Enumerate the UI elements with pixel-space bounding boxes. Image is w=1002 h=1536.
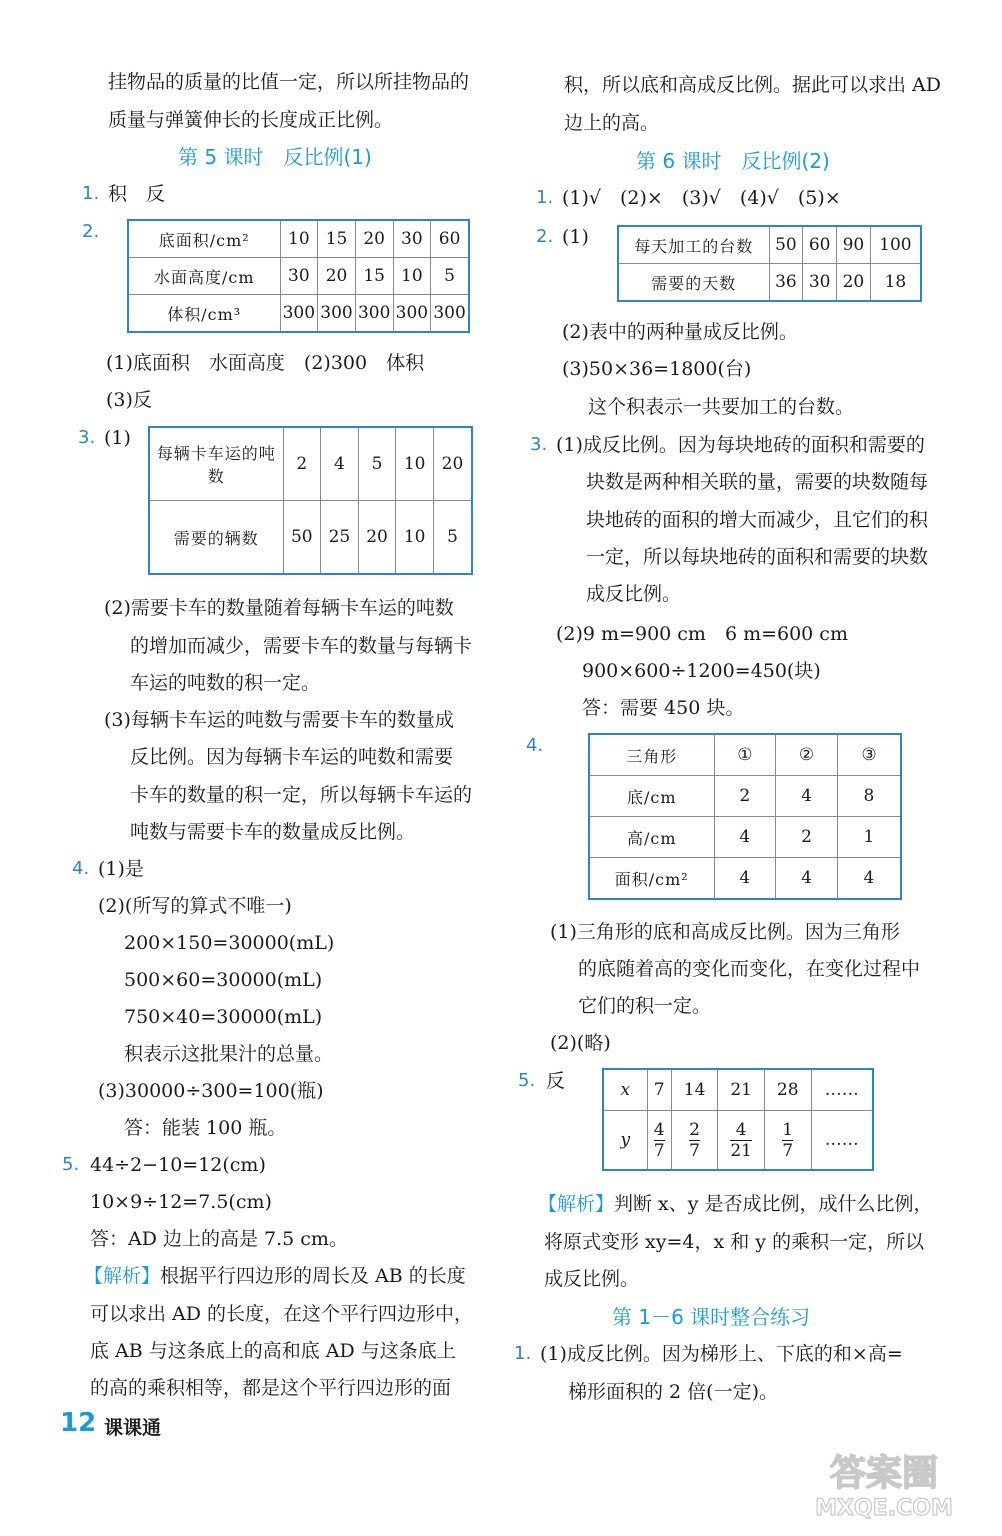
watermark-text: 答案圈 bbox=[829, 1453, 939, 1494]
q4-answer-3: (3)30000÷300=100(瓶) bbox=[98, 1080, 324, 1102]
table-xy-values bbox=[602, 1068, 874, 1171]
q3-answer-3-line-1: (3)每辆卡车运的吨数与需要卡车的数量成 bbox=[104, 709, 454, 731]
q4-equation-4: 积表示这批果汁的总量。 bbox=[124, 1043, 334, 1065]
r-q3-final-answer: 答：需要 450 块。 bbox=[582, 697, 745, 719]
table1-cell: 20 bbox=[355, 220, 393, 258]
q5-analysis-line-3: 底 AB 与这条底上的高和底 AD 与这条底上 bbox=[90, 1340, 456, 1362]
table1-cell: 5 bbox=[431, 258, 469, 295]
table4-row-label: 面积/cm² bbox=[589, 858, 714, 900]
x-value-cell: 21 bbox=[718, 1069, 765, 1111]
table2-cell: 5 bbox=[358, 427, 396, 501]
review-q1-line-2: 梯形面积的 2 倍(一定)。 bbox=[568, 1381, 778, 1403]
right-top-line-1: 积，所以底和高成反比例。据此可以求出 AD bbox=[564, 74, 941, 96]
table2-cell: 5 bbox=[434, 501, 473, 575]
r-q3-number: 3. bbox=[530, 434, 548, 455]
table-row bbox=[149, 501, 472, 575]
table4-header-cell: ③ bbox=[837, 734, 901, 776]
r-q4-line-2: 的底随着高的变化而变化，在变化过程中 bbox=[578, 958, 921, 980]
table4-cell: 4 bbox=[776, 776, 838, 817]
table4-header-cell: ② bbox=[776, 734, 838, 776]
q3-sub-1: (1) bbox=[104, 427, 131, 449]
table1-row-label: 水面高度/cm bbox=[128, 258, 280, 295]
table1-row-label: 底面积/cm² bbox=[128, 220, 280, 258]
table-row bbox=[128, 220, 469, 258]
right-top-line-2: 边上的高。 bbox=[564, 112, 660, 134]
table3-row-label: 需要的天数 bbox=[618, 264, 769, 302]
table2-cell: 20 bbox=[358, 501, 396, 575]
lesson-5-title: 第 5 课时 反比例(1) bbox=[178, 145, 372, 169]
table3-cell: 20 bbox=[837, 264, 871, 302]
r-q4-number: 4. bbox=[526, 735, 544, 756]
q3-answer-2-line-2: 的增加而减少，需要卡车的数量与每辆卡 bbox=[130, 635, 473, 657]
table4-cell: 4 bbox=[776, 858, 838, 900]
table1-cell: 20 bbox=[318, 258, 356, 295]
r-q4-line-1: (1)三角形的底和高成反比例。因为三角形 bbox=[550, 921, 900, 943]
table3-row-label: 每天加工的台数 bbox=[618, 226, 769, 264]
table-triangles bbox=[588, 733, 902, 900]
q1-number: 1. bbox=[82, 183, 100, 204]
table4-cell: 4 bbox=[837, 858, 901, 900]
page-number: 12 bbox=[60, 1408, 97, 1438]
table-truck-tonnage bbox=[148, 426, 473, 575]
table-machines-per-day bbox=[617, 225, 922, 302]
r-q3-line-3: 块地砖的面积的增大而减少，且它们的积 bbox=[586, 509, 929, 531]
numerator: 1 bbox=[782, 1119, 794, 1140]
table1-cell: 300 bbox=[355, 295, 393, 333]
table3-cell: 90 bbox=[837, 226, 871, 264]
q3-answer-2-line-3: 车运的吨数的积一定。 bbox=[130, 672, 321, 694]
r-q2-sub-1: (1) bbox=[562, 226, 589, 248]
q4-number: 4. bbox=[72, 858, 90, 879]
r-q3-line-4: 一定，所以每块地砖的面积和需要的块数 bbox=[586, 546, 929, 568]
r-q2-answer-3b: 这个积表示一共要加工的台数。 bbox=[588, 396, 855, 418]
r-q3-equation: 900×600÷1200=450(块) bbox=[582, 660, 821, 682]
table1-cell: 300 bbox=[318, 295, 356, 333]
q5-analysis-line-4: 的高的乘积相等，都是这个平行四边形的面 bbox=[90, 1377, 452, 1399]
table-row bbox=[618, 264, 921, 302]
table4-cell: 1 bbox=[837, 817, 901, 858]
table1-cell: 60 bbox=[431, 220, 469, 258]
q5-number: 5. bbox=[62, 1154, 80, 1175]
fraction bbox=[730, 1120, 752, 1161]
r-q3-answer-2: (2)9 m=900 cm 6 m=600 cm bbox=[556, 623, 848, 645]
table2-cell: 50 bbox=[283, 501, 321, 575]
table3-cell: 50 bbox=[769, 226, 803, 264]
review-q1-number: 1. bbox=[514, 1343, 532, 1364]
table3-cell: 18 bbox=[870, 264, 921, 302]
denominator: 7 bbox=[782, 1140, 794, 1161]
y-more-cell: …… bbox=[811, 1111, 873, 1171]
table2-row-label: 需要的辆数 bbox=[149, 501, 283, 575]
q2-number: 2. bbox=[82, 221, 100, 242]
r-q2-answer-2: (2)表中的两种量成反比例。 bbox=[562, 321, 798, 343]
q1-answer: 积 反 bbox=[108, 183, 166, 205]
r-q4-answer-2: (2)(略) bbox=[550, 1032, 611, 1054]
table2-cell: 2 bbox=[283, 427, 321, 501]
table2-cell: 4 bbox=[321, 427, 359, 501]
r-q3-line-5: 成反比例。 bbox=[586, 583, 682, 605]
r-q5-number: 5. bbox=[518, 1070, 536, 1091]
denominator: 21 bbox=[730, 1140, 752, 1161]
table2-cell: 20 bbox=[434, 427, 473, 501]
y-value-cell bbox=[647, 1111, 671, 1171]
q4-answer-2: (2)(所写的算式不唯一) bbox=[98, 895, 292, 917]
q5-equation-1: 44÷2−10=12(cm) bbox=[90, 1154, 266, 1176]
table-row bbox=[149, 427, 472, 501]
watermark-logo bbox=[784, 1445, 984, 1523]
q3-answer-3-line-3: 卡车的数量的积一定，所以每辆卡车运的 bbox=[130, 784, 473, 806]
fraction bbox=[654, 1120, 665, 1161]
analysis-tag: 【解析】 bbox=[84, 1265, 161, 1287]
review-title: 第 1－6 课时整合练习 bbox=[612, 1305, 811, 1329]
table-row bbox=[128, 258, 469, 295]
q4-equation-3: 750×40=30000(mL) bbox=[124, 1006, 323, 1028]
table-header-row bbox=[589, 734, 901, 776]
r-q2-number: 2. bbox=[536, 226, 554, 247]
table4-row-label: 高/cm bbox=[589, 817, 714, 858]
numerator: 4 bbox=[735, 1119, 747, 1140]
table4-cell: 2 bbox=[714, 776, 776, 817]
denominator: 7 bbox=[653, 1140, 665, 1161]
numerator: 4 bbox=[653, 1119, 665, 1140]
table3-cell: 36 bbox=[769, 264, 803, 302]
r-q4-line-3: 它们的积一定。 bbox=[578, 995, 712, 1017]
table1-cell: 15 bbox=[318, 220, 356, 258]
r-analysis-tag: 【解析】 bbox=[538, 1193, 615, 1215]
q3-answer-2-line-1: (2)需要卡车的数量随着每辆卡车运的吨数 bbox=[104, 597, 454, 619]
q5-analysis-line-1 bbox=[84, 1262, 466, 1290]
table2-cell: 25 bbox=[321, 501, 359, 575]
numerator: 2 bbox=[689, 1119, 700, 1140]
table4-header-cell: 三角形 bbox=[589, 734, 714, 776]
denominator: 7 bbox=[689, 1140, 700, 1161]
x-value-cell: 14 bbox=[671, 1069, 718, 1111]
table1-cell: 10 bbox=[393, 258, 431, 295]
table1-cell: 30 bbox=[280, 258, 318, 295]
q3-number: 3. bbox=[78, 427, 96, 448]
r-q5-analysis-text-1: 判断 x、y 是否成比例，成什么比例， bbox=[614, 1193, 933, 1215]
q5-analysis-line-2: 可以求出 AD 的长度，在这个平行四边形中， bbox=[90, 1303, 474, 1325]
table-row bbox=[589, 817, 901, 858]
q5-final-answer: 答：AD 边上的高是 7.5 cm。 bbox=[90, 1228, 348, 1250]
lesson-6-title: 第 6 课时 反比例(2) bbox=[636, 149, 830, 173]
table-row bbox=[589, 776, 901, 817]
q4-equation-1: 200×150=30000(mL) bbox=[124, 932, 335, 954]
r-q5-analysis-line-2: 将原式变形 xy=4，x 和 y 的乘积一定，所以 bbox=[544, 1231, 925, 1253]
review-q1-line-1: (1)成反比例。因为梯形上、下底的和×高= bbox=[540, 1343, 903, 1365]
r-q3-line-1: (1)成反比例。因为每块地砖的面积和需要的 bbox=[556, 434, 925, 456]
y-value-cell bbox=[718, 1111, 765, 1171]
r-q1-answer: (1)√ (2)× (3)√ (4)√ (5)× bbox=[562, 187, 841, 209]
fraction bbox=[782, 1120, 793, 1161]
table1-cell: 300 bbox=[393, 295, 431, 333]
q4-answer-1: (1)是 bbox=[98, 858, 144, 880]
q3-answer-3-line-4: 吨数与需要卡车的数量成反比例。 bbox=[130, 821, 416, 843]
r-q1-number: 1. bbox=[536, 187, 554, 208]
table1-cell: 300 bbox=[280, 295, 318, 333]
table3-cell: 30 bbox=[803, 264, 837, 302]
q3-answer-3-line-2: 反比例。因为每辆卡车运的吨数和需要 bbox=[130, 746, 454, 768]
table1-cell: 15 bbox=[355, 258, 393, 295]
table2-row-label: 每辆卡车运的吨数 bbox=[149, 427, 283, 501]
y-value-cell bbox=[671, 1111, 718, 1171]
table3-cell: 100 bbox=[870, 226, 921, 264]
table-row bbox=[128, 295, 469, 333]
x-value-cell: …… bbox=[811, 1069, 873, 1111]
y-label: y bbox=[603, 1111, 647, 1171]
table1-cell: 10 bbox=[280, 220, 318, 258]
table2-cell: 10 bbox=[396, 427, 434, 501]
r-q2-answer-3: (3)50×36=1800(台) bbox=[562, 358, 752, 380]
table-row bbox=[603, 1111, 873, 1171]
left-top-line-1: 挂物品的质量的比值一定，所以所挂物品的 bbox=[108, 71, 470, 93]
q2-answer-3: (3)反 bbox=[106, 389, 152, 411]
q5-equation-2: 10×9÷12=7.5(cm) bbox=[90, 1191, 272, 1213]
q4-equation-2: 500×60=30000(mL) bbox=[124, 969, 323, 991]
x-value-cell: 7 bbox=[647, 1069, 671, 1111]
x-label: x bbox=[603, 1069, 647, 1111]
r-q5-analysis-line-1 bbox=[538, 1190, 933, 1218]
table1-cell: 30 bbox=[393, 220, 431, 258]
table-row bbox=[589, 858, 901, 900]
q2-answer-1-2: (1)底面积 水面高度 (2)300 体积 bbox=[106, 352, 425, 374]
table1-cell: 300 bbox=[431, 295, 469, 333]
table4-cell: 8 bbox=[837, 776, 901, 817]
y-value-cell bbox=[764, 1111, 811, 1171]
fraction bbox=[689, 1120, 700, 1161]
x-value-cell: 28 bbox=[764, 1069, 811, 1111]
watermark-url: MXQE.COM bbox=[815, 1496, 953, 1521]
table4-cell: 4 bbox=[714, 817, 776, 858]
table4-cell: 4 bbox=[714, 858, 776, 900]
table4-row-label: 底/cm bbox=[589, 776, 714, 817]
table-row bbox=[618, 226, 921, 264]
table4-header-cell: ① bbox=[714, 734, 776, 776]
table-row bbox=[603, 1069, 873, 1111]
table4-cell: 2 bbox=[776, 817, 838, 858]
table1-row-label: 体积/cm³ bbox=[128, 295, 280, 333]
left-top-line-2: 质量与弹簧伸长的长度成正比例。 bbox=[108, 109, 394, 131]
table2-cell: 10 bbox=[396, 501, 434, 575]
table3-cell: 60 bbox=[803, 226, 837, 264]
q4-final-answer: 答：能装 100 瓶。 bbox=[124, 1117, 287, 1139]
table-base-height-volume bbox=[127, 219, 470, 333]
q5-analysis-text-1: 根据平行四边形的周长及 AB 的长度 bbox=[160, 1265, 466, 1287]
r-q5-answer: 反 bbox=[546, 1070, 566, 1092]
brand-name: 课课通 bbox=[104, 1417, 162, 1439]
r-q5-analysis-line-3: 成反比例。 bbox=[544, 1268, 640, 1290]
r-q3-line-2: 块数是两种相关联的量，需要的块数随每 bbox=[586, 471, 929, 493]
